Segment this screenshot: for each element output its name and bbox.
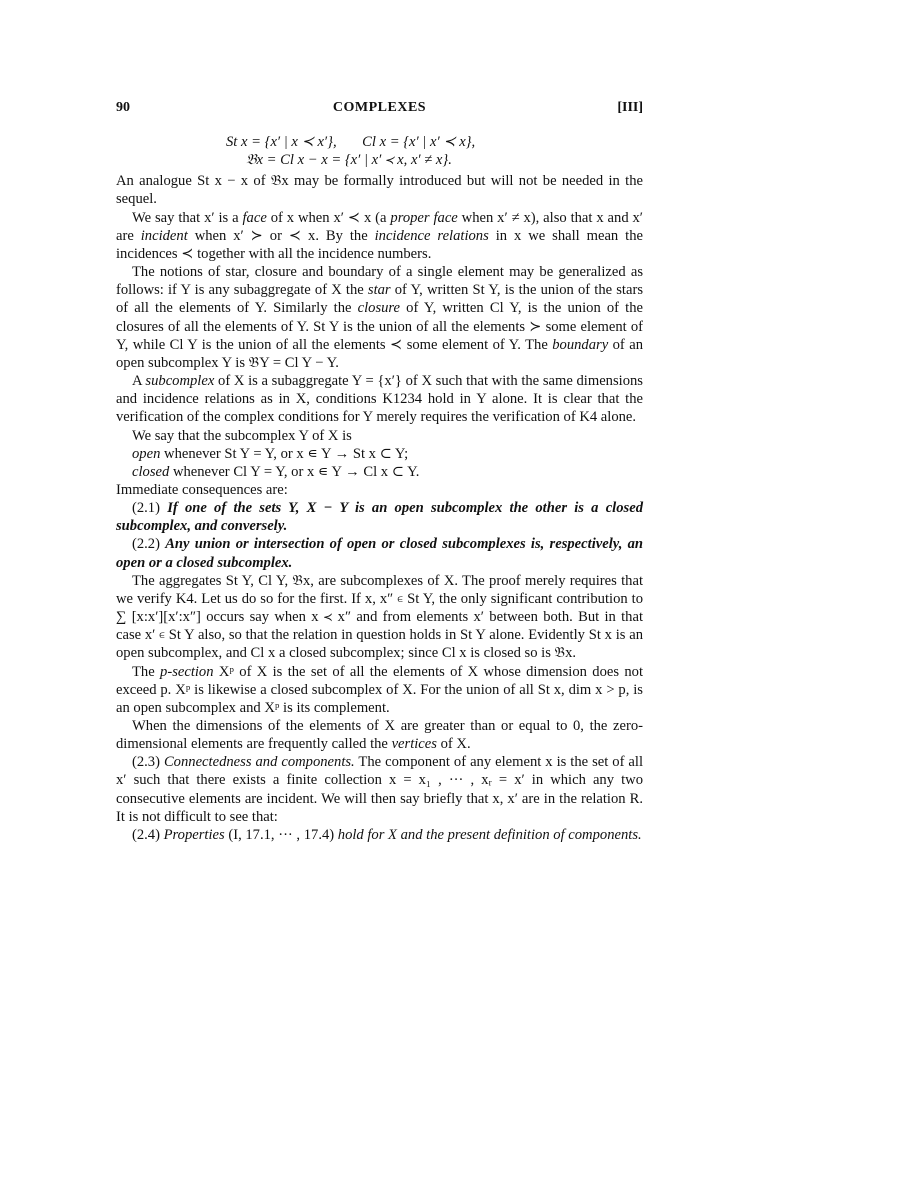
section-title: Connectedness and components. bbox=[163, 754, 355, 771]
running-title: COMPLEXES bbox=[332, 100, 427, 115]
section-2-3 bbox=[116, 753, 643, 826]
term-incident: incident bbox=[140, 227, 188, 244]
equation-star-closure: St x = {x′ | x ≺ x′}, Cl x = {x′ | x′ ≺ x}, bbox=[226, 134, 476, 150]
proposition-text: Properties bbox=[163, 826, 225, 843]
term-incidence-relations: incidence relations bbox=[374, 227, 489, 244]
text-run: of X is a subaggregate Y = {x′} of X such that with the same dimensions and incidence relations as in X, conditions K1234 hold in Y alone. It is clear that the verification of the complex conditions for Y merely requires the verification of K4 alone. bbox=[116, 373, 643, 426]
text-run: whenever St Y = Y, or x ∊ Y → St x ⊂ Y; bbox=[160, 445, 409, 462]
term-closed: closed bbox=[132, 463, 170, 480]
text-run: A bbox=[132, 373, 146, 390]
page-body bbox=[116, 133, 643, 844]
proposition-text: hold for X and the present definition of components. bbox=[337, 826, 642, 843]
term-boundary: boundary bbox=[552, 336, 609, 353]
condition-closed bbox=[116, 463, 643, 481]
text-run: The bbox=[132, 663, 161, 680]
proposition-2-4 bbox=[116, 826, 643, 844]
text-run: The notions of star, closure and boundary of a single element may be generalized as follows: if Y is any subaggregate of X the bbox=[116, 264, 643, 299]
condition-open bbox=[116, 445, 643, 463]
proposition-text: If one of the sets Y, X − Y is an open subcomplex the other is a closed subcomplex, and conversely. bbox=[116, 500, 643, 535]
proposition-text: Any union or intersection of open or closed subcomplexes is, respectively, an open or a closed subcomplex. bbox=[116, 536, 643, 571]
term-star: star bbox=[367, 282, 391, 299]
term-proper-face: proper face bbox=[390, 209, 458, 226]
text-run: when x′ ≠ x), also that x and x′ are bbox=[116, 209, 644, 244]
text-run: of X. bbox=[436, 736, 471, 753]
text-run: of Y, written Cl Y, is the union of the closures of all the elements of Y. St Y is the union of all the elements ≻ some element of Y, while Cl Y is the union of all the elements ≺ some element of Y. The bbox=[116, 300, 643, 353]
proposition-number: (2.1) bbox=[132, 500, 168, 517]
page-number: 90 bbox=[116, 100, 130, 115]
paragraph-subcomplex bbox=[116, 372, 643, 426]
paragraph-analogue: An analogue St x − x of 𝔅x may be formally introduced but will not be needed in the sequel. bbox=[116, 173, 643, 208]
running-header bbox=[116, 100, 643, 120]
text-run: in x we shall mean the incidences ≺ together with all the incidence numbers. bbox=[116, 227, 643, 262]
text-run: Xᵖ of X is the set of all the elements of X whose dimension does not exceed p. Xᵖ is likewise a closed subcomplex of X. For the union of all St x, dim x > p, is an open subcomplex and Xᵖ is its complement. bbox=[116, 663, 643, 716]
text-run: When the dimensions of the elements of X are greater than or equal to 0, the zero-dimensional elements are frequently called the bbox=[116, 718, 643, 753]
equation-boundary: 𝔅x = Cl x − x = {x′ | x′ ≺ x, x′ ≠ x}. bbox=[246, 152, 452, 169]
paragraph-notions bbox=[116, 263, 643, 372]
term-subcomplex: subcomplex bbox=[145, 373, 215, 390]
text-run: (I, 17.1, ··· , 17.4) bbox=[224, 826, 338, 843]
text-run: We say that x′ is a bbox=[132, 209, 243, 226]
term-p-section: p-section bbox=[160, 663, 214, 680]
paragraph-face bbox=[116, 209, 643, 263]
text-run: when x′ ≻ or ≺ x. By the bbox=[187, 227, 375, 244]
paragraph-aggregates: The aggregates St Y, Cl Y, 𝔅x, are subcomplexes of X. The proof merely requires that we verify K4. Let us do so for the first. If x, x″ ∊ St Y, the only significant contribution to ∑ [x:x′][x′:x″] occurs say when x ≺ x″ and from elements x′ between both. But in that case x′ ∊ St Y also, so that the relation in question holds in St Y alone. Evidently St x is an open subcomplex, and Cl x a closed subcomplex; since Cl x is closed so is 𝔅x. bbox=[116, 572, 643, 662]
term-open: open bbox=[132, 445, 161, 462]
text-run: whenever Cl Y = Y, or x ∊ Y → Cl x ⊂ Y. bbox=[169, 463, 420, 480]
term-vertices: vertices bbox=[391, 736, 437, 753]
paragraph-vertices bbox=[116, 717, 643, 753]
proposition-number: (2.2) bbox=[132, 536, 166, 553]
text-run: of Y, written St Y, is the union of the stars of all the elements of Y. Similarly the bbox=[116, 282, 644, 317]
chapter-label: [III] bbox=[617, 100, 643, 115]
proposition-2-1 bbox=[116, 499, 643, 535]
paragraph-immediate: Immediate consequences are: bbox=[116, 481, 288, 498]
term-face: face bbox=[242, 209, 267, 226]
proposition-number: (2.4) bbox=[132, 826, 164, 843]
text-run: of an open subcomplex Y is 𝔅Y = Cl Y − Y. bbox=[116, 336, 643, 371]
proposition-2-2 bbox=[116, 535, 643, 571]
paragraph-say: We say that the subcomplex Y of X is bbox=[132, 427, 352, 444]
text-run: The component of any element x is the set of all x′ such that there exists a finite collection x = x₁ , ··· , xᵣ = x′ in which any two consecutive elements are incident. We will then say briefly that x, x′ are in the relation R. It is not difficult to see that: bbox=[116, 754, 643, 825]
section-number: (2.3) bbox=[132, 754, 164, 771]
paragraph-p-section bbox=[116, 663, 643, 717]
text-run: of x when x′ ≺ x (a bbox=[266, 209, 391, 226]
term-closure: closure bbox=[357, 300, 401, 317]
